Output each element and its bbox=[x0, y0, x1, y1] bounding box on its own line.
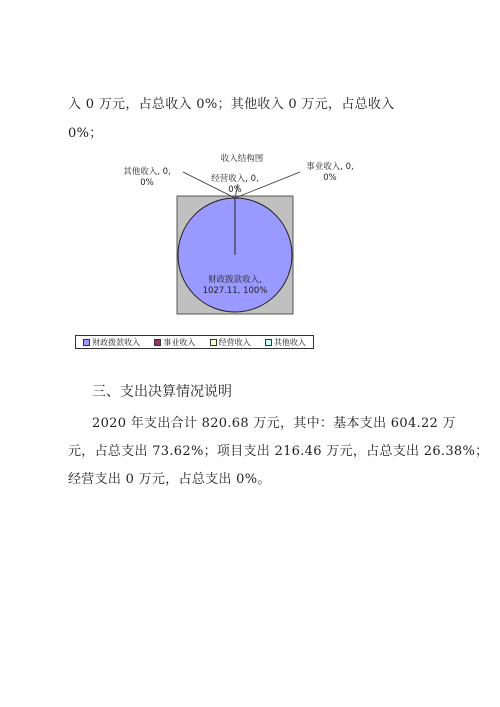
legend-swatch-jingying bbox=[210, 339, 217, 346]
legend-label-caizheng: 财政拨款收入 bbox=[92, 337, 141, 347]
chart-title: 收入结构图 bbox=[220, 154, 264, 164]
label-shiye-line-2: 0% bbox=[323, 173, 337, 183]
legend-item-jingying bbox=[210, 337, 251, 348]
legend-swatch-shiye bbox=[154, 339, 161, 346]
legend-swatch-qita bbox=[265, 339, 272, 346]
label-qita-line-1: 其他收入, 0, bbox=[123, 167, 171, 177]
section-heading-expenditure: 三、支出决算情况说明 bbox=[92, 384, 232, 400]
label-caizheng-line-2: 1027.11, 100% bbox=[202, 286, 268, 296]
expenditure-text-line-2: 元，占总支出 73.62%；项目支出 216.46 万元，占总支出 26.38%； bbox=[68, 444, 489, 459]
legend-label-jingying: 经营收入 bbox=[218, 337, 251, 347]
income-structure-chart bbox=[72, 148, 354, 348]
legend-swatch-caizheng bbox=[83, 339, 90, 346]
legend-item-qita bbox=[265, 337, 306, 348]
income-text-line-2: 0%； bbox=[68, 126, 103, 141]
legend-item-caizheng bbox=[83, 337, 140, 348]
legend-label-shiye: 事业收入 bbox=[163, 337, 196, 347]
label-jingying-line-1: 经营收入, 0, bbox=[211, 174, 259, 184]
chart-legend bbox=[75, 335, 314, 349]
expenditure-text-line-3: 经营支出 0 万元，占总支出 0%。 bbox=[68, 472, 271, 487]
label-jingying bbox=[195, 174, 275, 196]
label-shiye bbox=[290, 162, 370, 184]
label-qita-line-2: 0% bbox=[140, 178, 154, 188]
label-caizheng-line-1: 财政拨款收入, bbox=[208, 275, 262, 285]
legend-item-shiye bbox=[154, 337, 195, 348]
label-shiye-line-1: 事业收入, 0, bbox=[306, 162, 354, 172]
legend-label-qita: 其他收入 bbox=[273, 337, 306, 347]
label-qita bbox=[107, 167, 187, 189]
label-caizheng bbox=[195, 275, 275, 297]
income-text-line-1: 入 0 万元，占总收入 0%；其他收入 0 万元，占总收入 bbox=[68, 97, 395, 112]
label-jingying-line-2: 0% bbox=[228, 185, 242, 195]
expenditure-text-line-1: 2020 年支出合计 820.68 万元，其中：基本支出 604.22 万 bbox=[92, 416, 456, 431]
